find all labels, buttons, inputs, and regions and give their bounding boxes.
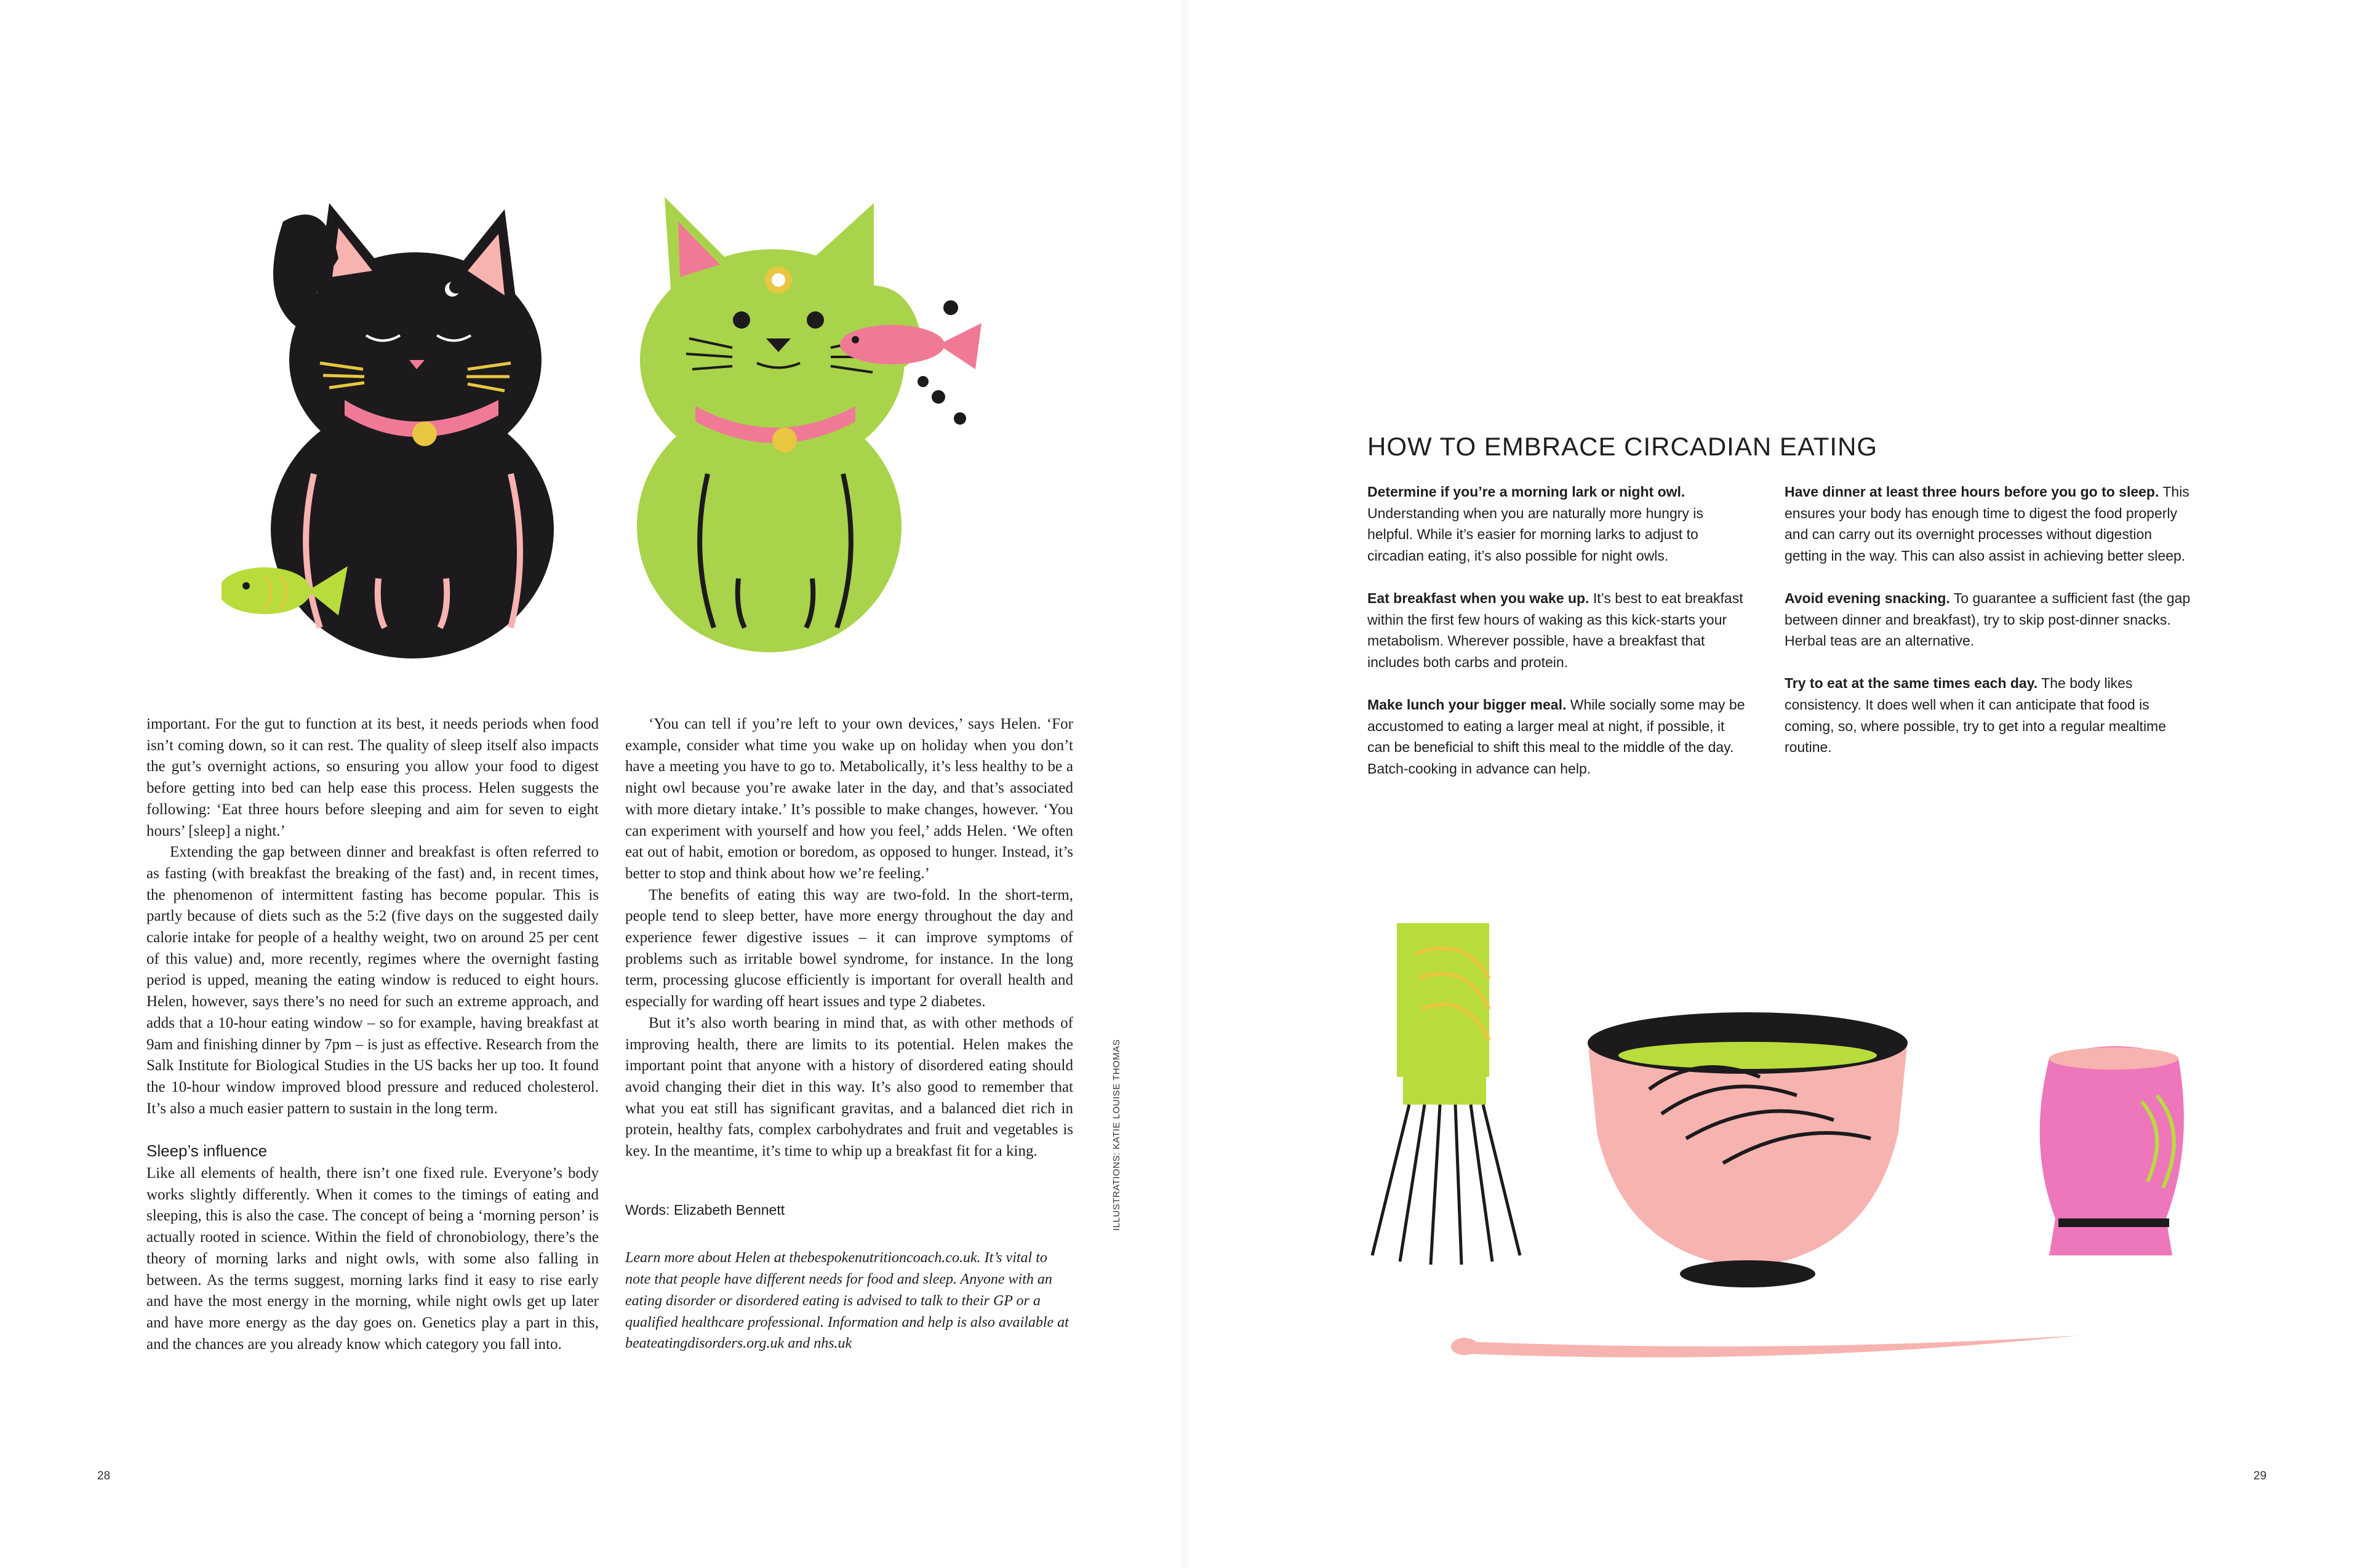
tip-body: Understanding when you are naturally more hungry is helpful. While it’s easier for morning larks to adjust to circadian eating, it’s also possible for night owls. bbox=[1367, 505, 1703, 564]
paragraph: The benefits of eating this way are two-fold. In the short-term, people tend to sleep better, have more energy throughout the day and experience fewer digestive issues – it can improve symptoms of problems such as irritable bowel syndrome, for instance. In the long term, processing glucose efficiently is important for overall health and especially for warding off heart issues and type 2 diabetes. bbox=[625, 886, 1073, 1010]
article-column-1 bbox=[146, 714, 599, 1355]
bowl-icon bbox=[1588, 1012, 1908, 1287]
tip-body: The body likes consistency. It does well when it can anticipate that food is coming, so, where possible, try to get into a regular mealtime routine. bbox=[1785, 675, 2167, 756]
paragraph: Extending the gap between dinner and breakfast is often referred to as fasting (with breakfast the breaking of the fast) and, in recent times, the phenomenon of intermittent fasting has become popular. This is partly because of diets such as the 5:2 (five days on the suggested daily calorie intake for people of a healthy weight, two on around 25 per cent of this value) and, more recently, regimes where the overnight fasting period is upped, meaning the eating window is reduced to eight hours. Helen, however, says there’s no need for such an extreme approach, and adds that a 10-hour eating window – so for example, having breakfast at 9am and finishing dinner by 7pm – is just as effective. Research from the Salk Institute for Biological Studies in the US backs her up too. It found the 10-hour window improved blood pressure and reduced cholesterol. It’s also a much easier pattern to sustain in the long term. bbox=[146, 844, 599, 1117]
tip-heading: Have dinner at least three hours before you go to sleep. bbox=[1785, 484, 2159, 500]
page-number-left: 28 bbox=[97, 1470, 111, 1482]
tips-column-right bbox=[1785, 481, 2191, 779]
lucky-cats-illustration bbox=[222, 185, 1046, 665]
paragraph: ‘You can tell if you’re left to your own devices,’ says Helen. ‘For example, consider what time you wake up on holiday when you don’t have a meeting you have to go to. Metabolically, it’s less healthy to be a night owl because you’re awake later in the day, and that’s associated with more dietary intake.’ It’s possible to make changes, however. ‘You can experiment with yourself and how you feel,’ adds Helen. ‘We often eat out of habit, emotion or boredom, as opposed to hunger. Instead, it’s better to stop and think about how we’re feeling.’ bbox=[625, 716, 1073, 882]
learn-more-note bbox=[625, 1247, 1073, 1354]
tips-column-left bbox=[1367, 481, 1749, 801]
spoon-icon bbox=[1451, 1335, 2080, 1358]
article-column-2 bbox=[625, 714, 1073, 1354]
paragraph: But it’s also worth bearing in mind that, as with other methods of improving health, there are limits to its potential. Helen makes the important point that anyone with a history of disordered eating should avoid changing their diet in this way. It’s also good to remember that what you eat still has significant gravitas, and a balanced diet rich in protein, healthy fats, complex carbohydrates and fruit and vegetables is key. In the meantime, it’s time to whip up a breakfast fit for a king. bbox=[625, 1014, 1073, 1160]
tip bbox=[1367, 588, 1749, 673]
byline: Words: Elizabeth Bennett bbox=[625, 1201, 785, 1218]
paragraph: important. For the gut to function at its best, it needs periods when food isn’t coming down, so it can rest. The quality of sleep itself also impacts the gut’s overnight actions, so ensuring you allow your food to digest before getting into bed can help ease this process. Helen suggests the following: ‘Eat three hours before sleeping and aim for seven to eight hours’ [sleep] a night.’ bbox=[146, 716, 599, 839]
tip-body: To guarantee a sufficient fast (the gap between dinner and breakfast), try to skip post-dinner snacks. Herbal teas are an alternative. bbox=[1785, 590, 2191, 649]
tip-heading: Try to eat at the same times each day. bbox=[1785, 675, 2038, 692]
matcha-set-illustration bbox=[1341, 911, 2215, 1378]
page-number-right: 29 bbox=[2253, 1470, 2267, 1482]
learn-more-text: Learn more about Helen at thebespokenutritioncoach.co.uk. It’s vital to note that people have different needs for food and sleep. Anyone with an eating disorder or disordered eating is advised to talk to their GP or a qualified healthcare professional. Information and help is also available at beateatingdisorders.org.uk and nhs.uk bbox=[625, 1250, 1069, 1352]
tip-body: While socially some may be accustomed to eating a larger meal at night, if possible, it can be beneficial to shift this meal to the middle of the day. Batch-cooking in advance can help. bbox=[1367, 696, 1745, 777]
tip bbox=[1367, 694, 1749, 779]
whisk-holder-icon bbox=[2040, 1046, 2184, 1255]
paragraph: Like all elements of health, there isn’t one fixed rule. Everyone’s body works slightly differently. When it comes to the timings of eating and sleeping, this is also the case. The concept of being a ‘morning person’ is actually rooted in science. Within the field of chronobiology, there’s the theory of morning larks and night owls, with some also falling in between. As the terms suggest, morning larks find it easy to rise early and have the most energy in the morning, while night owls get up later and have more energy as the day goes on. Genetics play a part in this, and the chances are you already know which category you fall into. bbox=[146, 1165, 599, 1353]
box-title: HOW TO EMBRACE CIRCADIAN EATING bbox=[1367, 432, 1878, 461]
tip bbox=[1785, 481, 2191, 566]
whisk-icon bbox=[1372, 923, 1520, 1265]
tip-heading: Determine if you’re a morning lark or night owl. bbox=[1367, 484, 1685, 500]
subheading: Sleep’s influence bbox=[146, 1142, 268, 1161]
tip-body: This ensures your body has enough time to digest the food properly and can carry out its overnight processes without digestion getting in the way. This can also assist in achieving better sleep. bbox=[1785, 484, 2189, 564]
tip bbox=[1367, 481, 1749, 566]
tip-heading: Avoid evening snacking. bbox=[1785, 590, 1950, 606]
tip bbox=[1785, 673, 2191, 758]
tip-body: It’s best to eat breakfast within the first few hours of waking as this kick-starts your metabolism. Wherever possible, have a breakfast that includes both carbs and protein. bbox=[1367, 590, 1743, 670]
tip bbox=[1785, 588, 2191, 652]
tip-heading: Eat breakfast when you wake up. bbox=[1367, 590, 1589, 606]
illustration-credit: ILLUSTRATIONS: KATIE LOUISE THOMAS bbox=[1111, 1039, 1122, 1231]
green-cat-icon bbox=[637, 197, 923, 652]
tip-heading: Make lunch your bigger meal. bbox=[1367, 696, 1567, 713]
